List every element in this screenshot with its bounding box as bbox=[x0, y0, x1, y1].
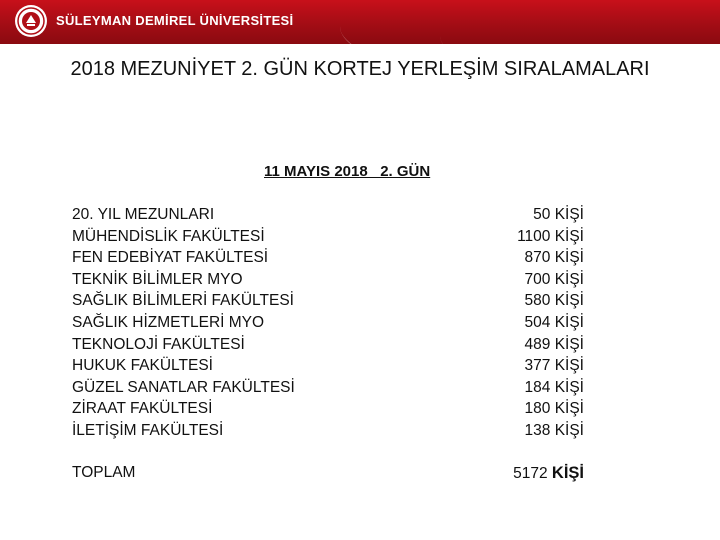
header-swoosh-decoration bbox=[440, 0, 720, 44]
faculty-name: FEN EDEBİYAT FAKÜLTESİ bbox=[72, 249, 269, 267]
faculty-name: MÜHENDİSLİK FAKÜLTESİ bbox=[72, 227, 265, 245]
list-item bbox=[72, 290, 592, 312]
faculty-count: 504 KİŞİ bbox=[524, 313, 584, 331]
list-item bbox=[72, 355, 592, 377]
faculty-count: 580 KİŞİ bbox=[524, 292, 584, 310]
faculty-count: 700 KİŞİ bbox=[524, 270, 584, 288]
header-band bbox=[0, 0, 720, 44]
slide-title: 2018 MEZUNİYET 2. GÜN KORTEJ YERLEŞİM SIRALAMALARI bbox=[70, 58, 650, 80]
faculty-count: 489 KİŞİ bbox=[524, 335, 584, 353]
faculty-count: 138 KİŞİ bbox=[524, 421, 584, 439]
faculty-name: TEKNİK BİLİMLER MYO bbox=[72, 270, 243, 288]
list-item bbox=[72, 247, 592, 269]
list-item bbox=[72, 204, 592, 226]
faculty-name: SAĞLIK HİZMETLERİ MYO bbox=[72, 313, 265, 331]
list-item bbox=[72, 312, 592, 334]
faculty-count: 184 KİŞİ bbox=[524, 378, 584, 396]
list-item bbox=[72, 377, 592, 399]
faculty-name: GÜZEL SANATLAR FAKÜLTESİ bbox=[72, 378, 295, 396]
faculty-count: 870 KİŞİ bbox=[524, 249, 584, 267]
university-name: SÜLEYMAN DEMİREL ÜNİVERSİTESİ bbox=[56, 13, 294, 28]
faculty-name: ZİRAAT FAKÜLTESİ bbox=[72, 400, 213, 418]
faculty-count: 180 KİŞİ bbox=[524, 400, 584, 418]
list-item bbox=[72, 398, 592, 420]
faculty-count: 50 KİŞİ bbox=[533, 206, 584, 223]
university-seal-icon bbox=[14, 4, 48, 38]
faculty-name: SAĞLIK BİLİMLERİ FAKÜLTESİ bbox=[72, 292, 294, 310]
faculty-name: TEKNOLOJİ FAKÜLTESİ bbox=[72, 335, 245, 353]
faculty-list bbox=[72, 204, 592, 442]
faculty-count: 377 KİŞİ bbox=[524, 357, 584, 375]
list-item bbox=[72, 334, 592, 356]
total-row bbox=[72, 462, 592, 484]
faculty-name: HUKUK FAKÜLTESİ bbox=[72, 357, 213, 375]
total-label: TOPLAM bbox=[72, 464, 136, 481]
list-item bbox=[72, 226, 592, 248]
total-unit: KİŞİ bbox=[551, 464, 584, 482]
list-item bbox=[72, 269, 592, 291]
faculty-count: 1100 KİŞİ bbox=[517, 227, 584, 245]
total-count bbox=[513, 462, 584, 485]
date-heading: 11 MAYIS 2018 2. GÜN bbox=[264, 163, 431, 180]
total-value: 5172 bbox=[513, 465, 548, 482]
faculty-name: 20. YIL MEZUNLARI bbox=[72, 206, 215, 223]
faculty-name: İLETİŞİM FAKÜLTESİ bbox=[72, 421, 224, 439]
list-item bbox=[72, 420, 592, 442]
